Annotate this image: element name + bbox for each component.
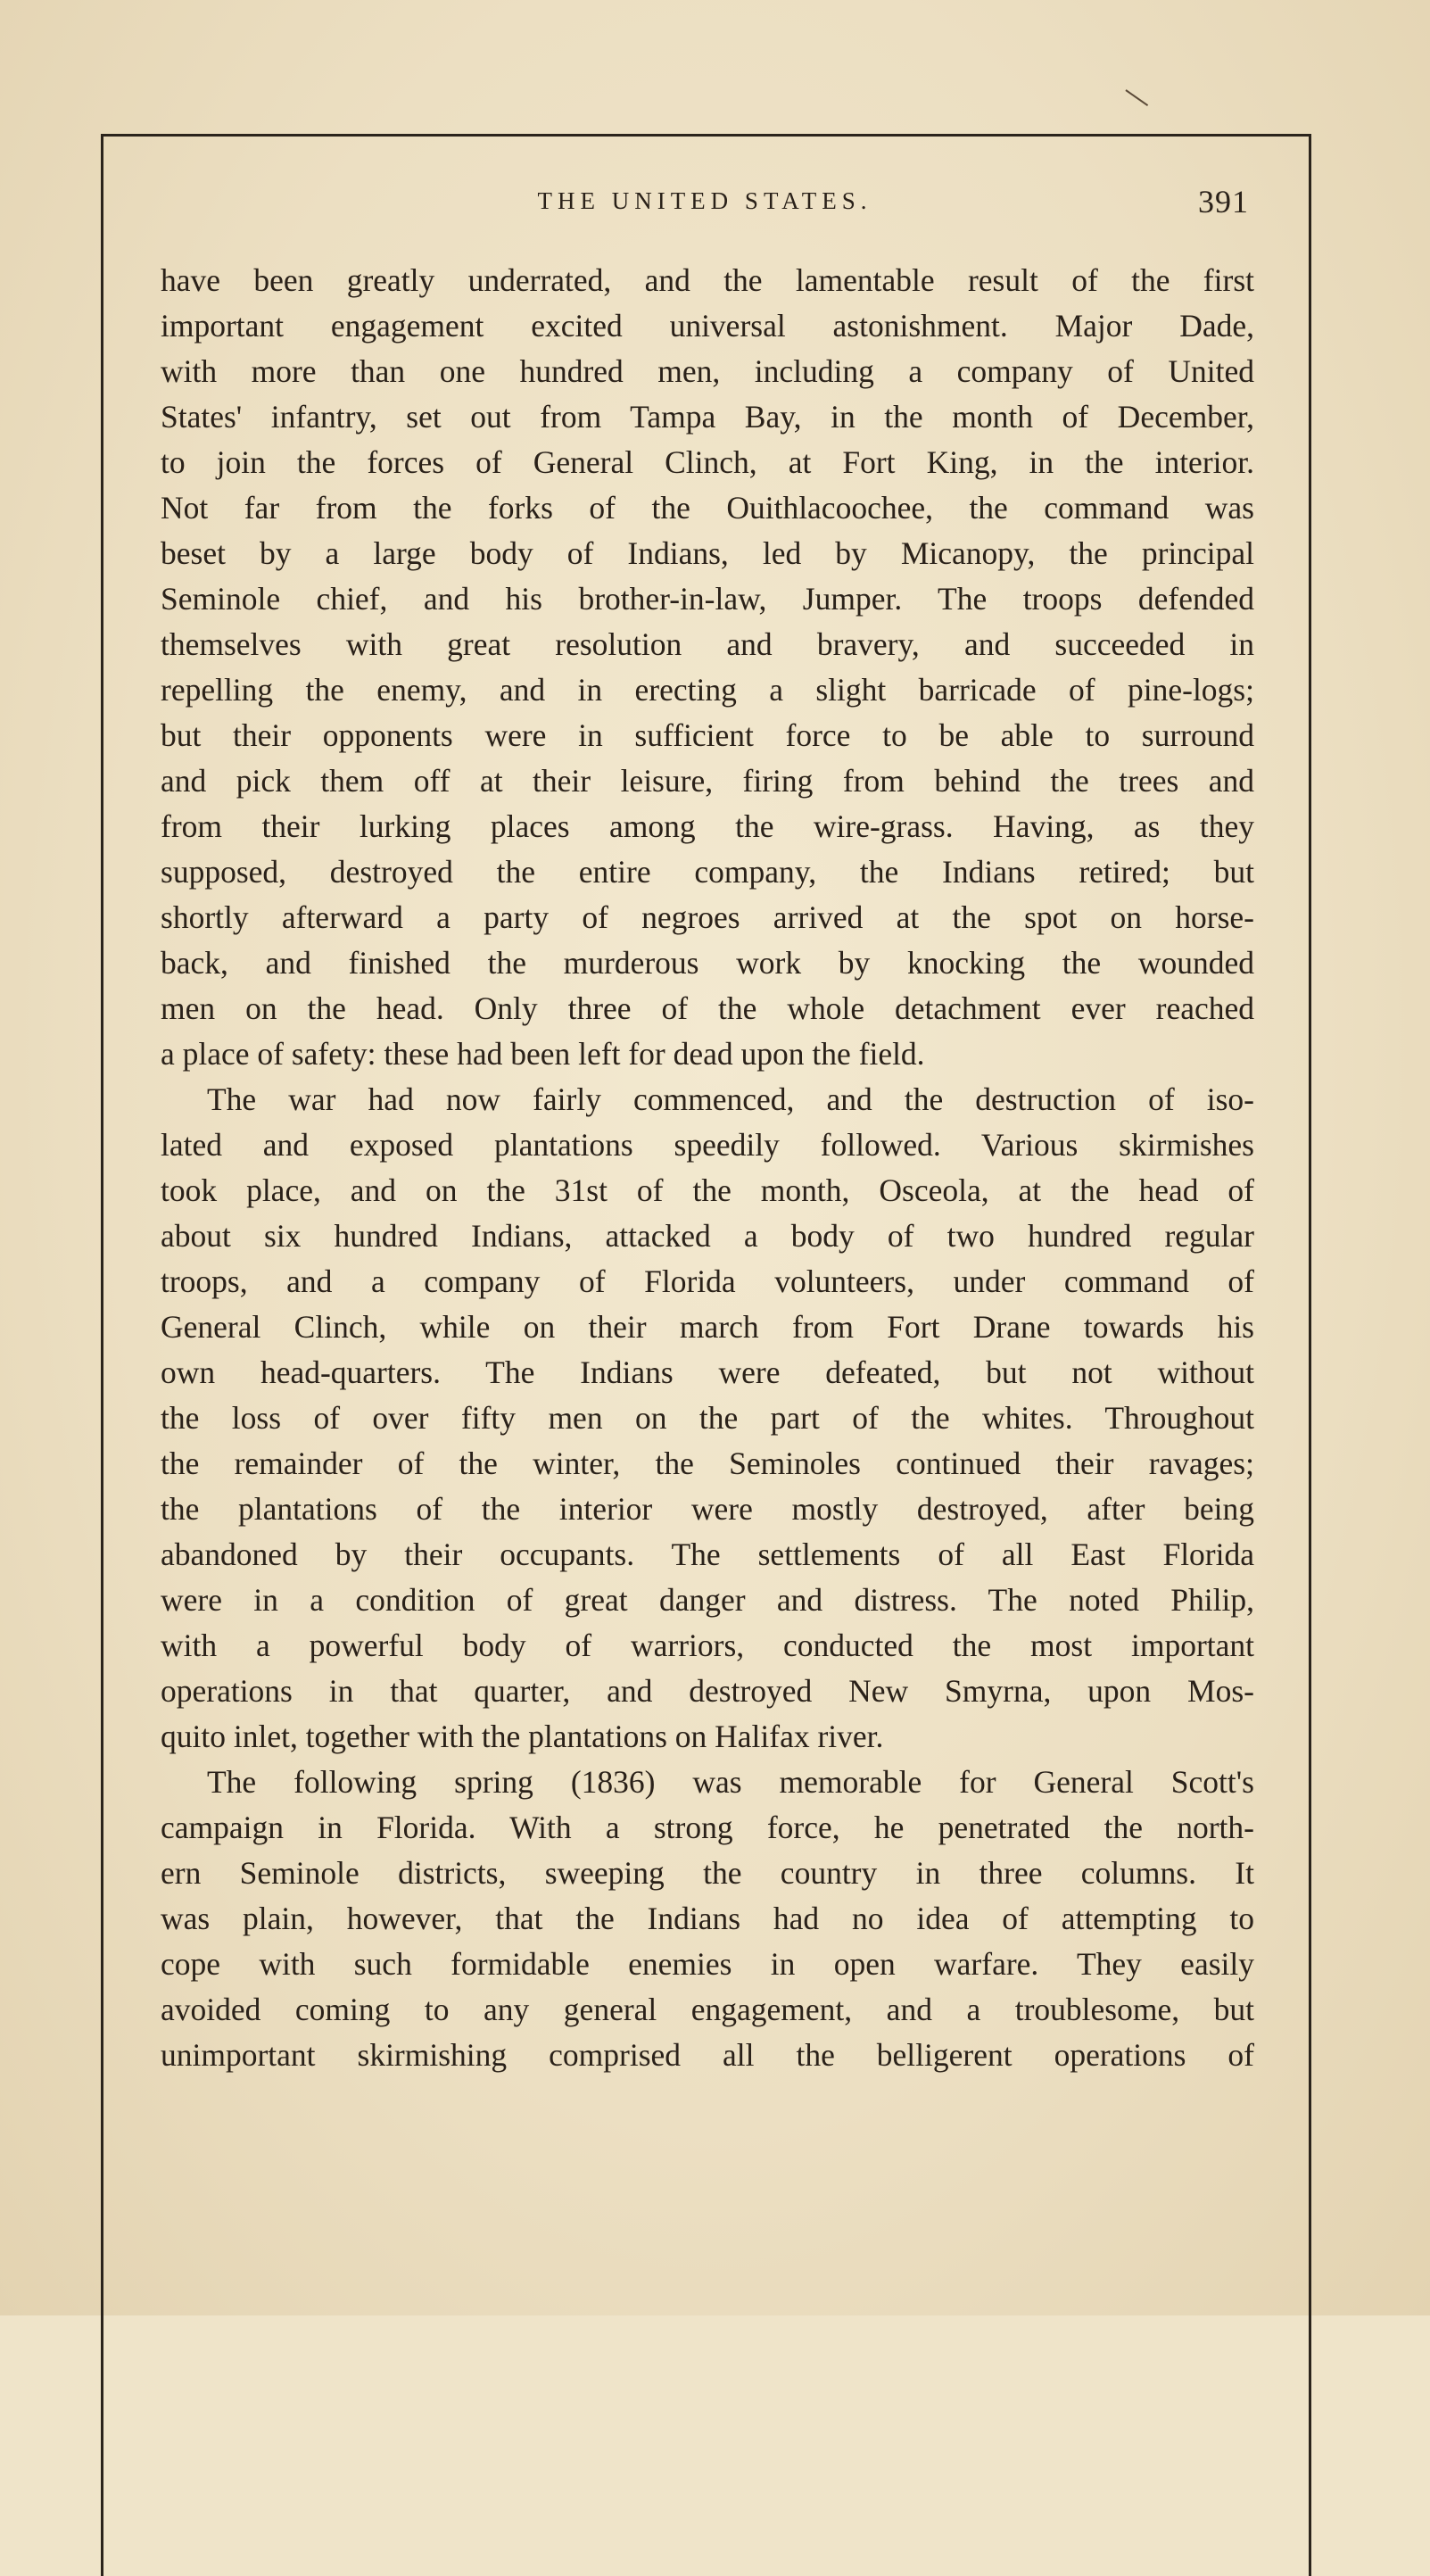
text-line: abandoned by their occupants. The settlements of all East Florida — [161, 1536, 1254, 1572]
text-line: back, and finished the murderous work by knocking the wounded — [161, 945, 1254, 981]
text-line: cope with such formidable enemies in open warfare. They easily — [161, 1946, 1254, 1982]
text-line: shortly afterward a party of negroes arrived at the spot on horse- — [161, 899, 1254, 935]
text-line: themselves with great resolution and bravery, and succeeded in — [161, 626, 1254, 662]
text-line: States' infantry, set out from Tampa Bay, in the month of December, — [161, 399, 1254, 435]
text-line: own head-quarters. The Indians were defeated, but not without — [161, 1354, 1254, 1390]
text-line: The following spring (1836) was memorable for General Scott's — [207, 1764, 1254, 1800]
page-number: 391 — [1198, 184, 1249, 219]
text-line: to join the forces of General Clinch, at Fort King, in the interior. — [161, 444, 1254, 480]
text-line: quito inlet, together with the plantations on Halifax river. — [161, 1719, 884, 1754]
text-line: lated and exposed plantations speedily followed. Various skirmishes — [161, 1127, 1254, 1163]
text-line: campaign in Florida. With a strong force, he penetrated the north- — [161, 1810, 1254, 1845]
text-line: took place, and on the 31st of the month, Osceola, at the head of — [161, 1172, 1254, 1208]
text-line: with more than one hundred men, including a company of United — [161, 353, 1254, 389]
running-header — [161, 183, 1249, 236]
text-line: with a powerful body of warriors, conducted the most important — [161, 1628, 1254, 1663]
body-text — [161, 258, 1254, 2078]
text-line: operations in that quarter, and destroyed New Smyrna, upon Mos- — [161, 1673, 1254, 1709]
text-line: repelling the enemy, and in erecting a slight barricade of pine-logs; — [161, 672, 1254, 708]
text-line: about six hundred Indians, attacked a body of two hundred regular — [161, 1218, 1254, 1254]
text-line: troops, and a company of Florida volunteers, under command of — [161, 1263, 1254, 1299]
text-line: and pick them off at their leisure, firing from behind the trees and — [161, 763, 1254, 799]
text-line: were in a condition of great danger and distress. The noted Philip, — [161, 1582, 1254, 1618]
text-line: The war had now fairly commenced, and the destruction of iso- — [207, 1081, 1254, 1117]
text-line: have been greatly underrated, and the lamentable result of the first — [161, 262, 1254, 298]
text-line: Not far from the forks of the Ouithlacoochee, the command was — [161, 490, 1254, 526]
text-line: from their lurking places among the wire-grass. Having, as they — [161, 808, 1254, 844]
text-line: men on the head. Only three of the whole detachment ever reached — [161, 990, 1254, 1026]
frame-border-left — [101, 134, 103, 2576]
text-line: unimportant skirmishing comprised all the belligerent operations of — [161, 2037, 1254, 2073]
text-line: beset by a large body of Indians, led by Micanopy, the principal — [161, 535, 1254, 571]
text-line: important engagement excited universal astonishment. Major Dade, — [161, 308, 1254, 344]
text-line: the plantations of the interior were mostly destroyed, after being — [161, 1491, 1254, 1527]
text-line: General Clinch, while on their march from Fort Drane towards his — [161, 1309, 1254, 1345]
text-line: ern Seminole districts, sweeping the country in three columns. It — [161, 1855, 1254, 1891]
frame-border-top — [101, 134, 1311, 137]
text-line: but their opponents were in sufficient force to be able to surround — [161, 717, 1254, 753]
text-line: supposed, destroyed the entire company, the Indians retired; but — [161, 854, 1254, 890]
text-line: Seminole chief, and his brother-in-law, Jumper. The troops defended — [161, 581, 1254, 617]
text-line: a place of safety: these had been left for dead upon the field. — [161, 1036, 925, 1072]
text-line: the remainder of the winter, the Seminoles continued their ravages; — [161, 1445, 1254, 1481]
running-title: THE UNITED STATES. — [537, 187, 872, 214]
text-line: was plain, however, that the Indians had no idea of attempting to — [161, 1901, 1254, 1936]
frame-border-right — [1309, 134, 1311, 2576]
text-line: the loss of over fifty men on the part of the whites. Throughout — [161, 1400, 1254, 1436]
text-line: avoided coming to any general engagement, and a troublesome, but — [161, 1992, 1254, 2027]
